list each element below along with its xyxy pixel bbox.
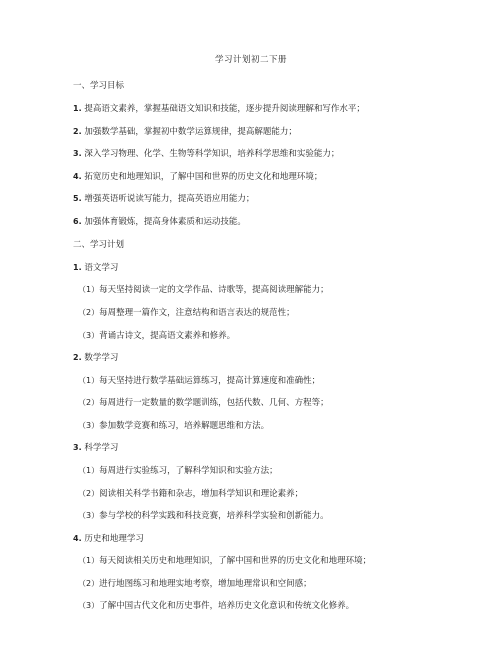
goal-item — [73, 171, 322, 183]
subsection-number: 4. — [73, 534, 82, 543]
plan-item-number: （3） — [78, 421, 100, 430]
plan-item-number: （3） — [78, 601, 100, 610]
plan-item-number: （1） — [78, 466, 100, 475]
goal-item — [73, 216, 246, 228]
subsection-title-text: 语文学习 — [84, 263, 119, 273]
subsection-number: 1. — [73, 263, 82, 272]
plan-item-number: （2） — [78, 489, 100, 498]
plan-item — [78, 578, 312, 590]
goal-item-text: 提高语文素养，掌握基础语文知识和技能，逐步提升阅读理解和写作水平； — [84, 104, 365, 114]
plan-item-number: （3） — [78, 511, 100, 520]
document-title: 学习计划初二下册 — [214, 55, 287, 65]
goal-item — [73, 126, 297, 138]
subsection-title — [73, 352, 118, 364]
plan-item-text: 了解中国古代文化和历史事件，培养历史文化意识和传统文化修养。 — [99, 601, 355, 611]
plan-item — [78, 307, 295, 319]
plan-item-number: （2） — [78, 579, 100, 588]
plan-item — [78, 375, 320, 387]
plan-item-text: 每周进行一定数量的数学题训练，包括代数、几何、方程等； — [99, 398, 329, 408]
plan-item-text: 每周整理一篇作文，注意结构和语言表达的规范性； — [99, 308, 295, 318]
subsection-number: 3. — [73, 443, 82, 452]
section-heading-goals: 一、学习目标 — [73, 81, 125, 91]
plan-item-text: 每天坚持进行数学基础运算练习，提高计算速度和准确性； — [99, 376, 321, 386]
plan-item-text: 参加数学竞赛和练习，培养解题思维和方法。 — [99, 421, 270, 431]
goal-item — [73, 148, 339, 160]
plan-item — [78, 397, 329, 409]
plan-item-number: （1） — [78, 285, 100, 294]
goal-item-number: 1. — [73, 104, 82, 113]
goal-item-text: 加强数学基础，掌握初中数学运算规律，提高解题能力； — [84, 127, 297, 137]
subsection-title-text: 数学学习 — [84, 353, 119, 363]
plan-item — [78, 600, 354, 612]
plan-item-text: 每天阅读相关历史和地理知识，了解中国和世界的历史文化和地理环境； — [99, 556, 372, 566]
goal-item-number: 3. — [73, 149, 82, 158]
plan-item — [78, 465, 278, 477]
plan-item — [78, 284, 329, 296]
subsection-title — [73, 442, 118, 454]
goal-item-number: 6. — [73, 217, 82, 226]
goal-item — [73, 103, 365, 115]
plan-item-text: 每天坚持阅读一定的文学作品、诗歌等，提高阅读理解能力； — [99, 285, 329, 295]
plan-item-number: （2） — [78, 398, 100, 407]
goal-item-number: 4. — [73, 172, 82, 181]
plan-item — [78, 510, 329, 522]
goal-item-number: 5. — [73, 194, 82, 203]
plan-item-text: 背诵古诗文，提高语文素养和修养。 — [99, 331, 236, 341]
plan-item — [78, 330, 235, 342]
plan-item-text: 阅读相关科学书籍和杂志，增加科学知识和理论素养； — [99, 489, 304, 499]
subsection-number: 2. — [73, 353, 82, 362]
section-heading-plan: 二、学习计划 — [73, 240, 125, 250]
plan-item-text: 参与学校的科学实践和科技竞赛，培养科学实验和创新能力。 — [99, 511, 329, 521]
goal-item-text: 加强体育锻炼，提高身体素质和运动技能。 — [84, 217, 246, 227]
subsection-title — [73, 533, 144, 545]
plan-item-text: 进行地图练习和地理实地考察，增加地理常识和空间感； — [99, 579, 312, 589]
plan-item — [78, 555, 371, 567]
plan-item — [78, 488, 303, 500]
subsection-title-text: 历史和地理学习 — [84, 534, 144, 544]
plan-item-number: （1） — [78, 556, 100, 565]
plan-item-number: （1） — [78, 376, 100, 385]
goal-item-text: 拓宽历史和地理知识，了解中国和世界的历史文化和地理环境； — [84, 172, 323, 182]
subsection-title-text: 科学学习 — [84, 443, 119, 453]
subsection-title — [73, 262, 118, 274]
plan-item-number: （3） — [78, 331, 100, 340]
plan-item — [78, 420, 269, 432]
goal-item-number: 2. — [73, 127, 82, 136]
goal-item-text: 深入学习物理、化学、生物等科学知识，培养科学思维和实验能力； — [84, 149, 340, 159]
plan-item-text: 每周进行实验练习，了解科学知识和实验方法； — [99, 466, 278, 476]
goal-item-text: 增强英语听说读写能力，提高英语应用能力； — [84, 194, 255, 204]
plan-item-number: （2） — [78, 308, 100, 317]
goal-item — [73, 193, 254, 205]
